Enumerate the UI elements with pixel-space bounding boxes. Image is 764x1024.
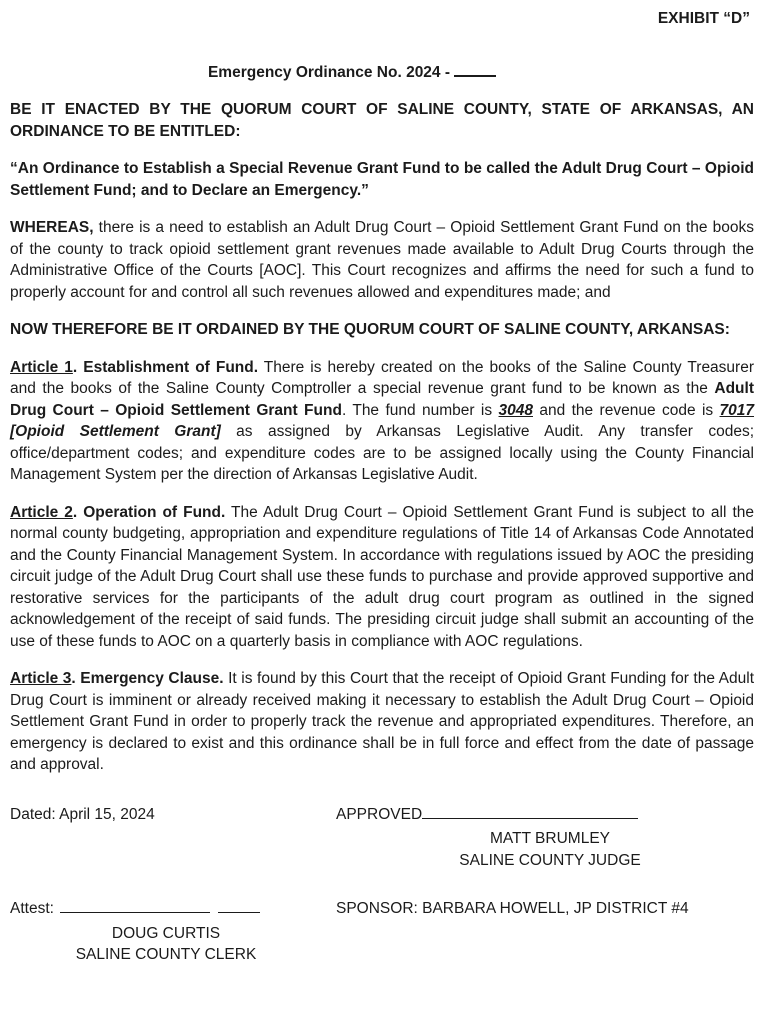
article-2-body: The Adult Drug Court – Opioid Settlement Grant Fund is subject to all the normal county budgeting, appropriation and expenditure regulations of Title 14 of Arkansas Code Annotated and the County Financial Management System. In accordance with regulations issued by AOC the presiding circuit judge of the Adult Drug Court shall use these funds to purchase and provide approved supportive and restorative services for the participants of the adult drug court program as outlined in the signed acknowledgement of the receipt of said funds. The presiding circuit judge shall submit an accounting of the use of these funds to AOC on a quarterly basis in compliance with AOC regulations.	[10, 503, 755, 650]
judge-name-block	[440, 828, 660, 871]
article-1-body-1: There is hereby created on the books of the Saline County Treasurer and the books of the Saline County Comptroller a special revenue grant fund to be known as the	[10, 358, 754, 397]
approved-signature-line	[422, 805, 638, 819]
attest-row	[10, 898, 754, 966]
article-1-paragraph	[10, 357, 754, 486]
judge-title: SALINE COUNTY JUDGE	[459, 851, 641, 869]
attest-signature-line	[60, 899, 210, 913]
ordinance-number-line	[10, 62, 754, 84]
signature-section	[10, 804, 754, 966]
article-2-separator: .	[72, 503, 84, 521]
fund-name: Adult Drug Court – Opioid Settlement Grant Fund	[10, 380, 754, 419]
article-2-paragraph	[10, 502, 754, 653]
article-3-number: Article 3	[10, 670, 72, 687]
whereas-lead: WHEREAS,	[10, 219, 94, 236]
approved-line-row	[336, 804, 754, 826]
article-3-body: It is found by this Court that the receipt of Opioid Grant Funding for the Adult Drug Court is imminent or already received making it necessary to establish the Adult Drug Court – Opioid Settlement Grant Fund in order to properly track the revenue and appropriated expenditures. Therefore, an emergency is declared to exist and this ordinance shall be in full force and effect from the date of passage and approval.	[10, 670, 754, 773]
ordinance-number-text: Emergency Ordinance No. 2024 -	[207, 63, 451, 81]
now-therefore-paragraph: NOW THEREFORE BE IT ORDAINED BY THE QUORUM COURT OF SALINE COUNTY, ARKANSAS:	[10, 321, 730, 338]
ordinance-number-blank	[454, 62, 496, 77]
article-1-heading: Establishment of Fund.	[83, 358, 259, 376]
attest-line-row	[10, 898, 336, 920]
article-1-separator: .	[72, 358, 84, 376]
article-1-body-3: and the revenue code is	[533, 401, 720, 419]
fund-number: 3048	[498, 401, 533, 419]
attest-signature-line-short	[218, 899, 260, 913]
revenue-code-label: [Opioid Settlement Grant]	[10, 423, 221, 440]
judge-name: MATT BRUMLEY	[490, 830, 610, 847]
dated-text: Dated: April 15, 2024	[10, 805, 155, 823]
clerk-title: SALINE COUNTY CLERK	[75, 946, 257, 963]
enactment-clause: BE IT ENACTED BY THE QUORUM COURT OF SALINE COUNTY, STATE OF ARKANSAS, AN ORDINANCE TO BE ENTITLED:	[10, 101, 754, 140]
attest-label: Attest:	[10, 900, 54, 917]
article-2-heading: Operation of Fund.	[83, 503, 226, 521]
whereas-body: there is a need to establish an Adult Drug Court – Opioid Settlement Grant Fund on the books of the county to track opioid settlement grant revenues made available to Adult Drug Courts through the Administrative Office of the Courts [AOC]. This Court recognizes and affirms the need for such a fund to properly account for and control all such revenues allowed and expenditures made; and	[10, 219, 754, 301]
article-1-body-4: as assigned by Arkansas Legislative Audit. Any transfer codes; office/department codes; and expenditure codes are to be assigned locally using the County Financial Management System per the direction of Arkansas Legislative Audit.	[10, 423, 754, 483]
ordinance-title-paragraph: “An Ordinance to Establish a Special Revenue Grant Fund to be called the Adult Drug Court – Opioid Settlement Fund; and to Declare an Emergency.”	[10, 160, 754, 199]
article-1-number: Article 1	[10, 358, 73, 376]
clerk-name-block	[62, 923, 270, 966]
article-1-body-2: . The fund number is	[341, 401, 499, 419]
article-3-paragraph	[10, 668, 754, 776]
approved-row	[10, 804, 754, 872]
clerk-name: DOUG CURTIS	[111, 924, 221, 942]
revenue-code: 7017	[719, 401, 755, 419]
sponsor-text: SPONSOR: BARBARA HOWELL, JP DISTRICT #4	[336, 900, 689, 917]
exhibit-label: EXHIBIT “D”	[657, 10, 750, 27]
article-3-heading: Emergency Clause.	[80, 670, 224, 687]
whereas-paragraph	[10, 217, 754, 303]
article-2-number: Article 2	[10, 503, 73, 521]
article-3-separator: .	[71, 670, 81, 687]
approved-label: APPROVED	[336, 805, 423, 823]
